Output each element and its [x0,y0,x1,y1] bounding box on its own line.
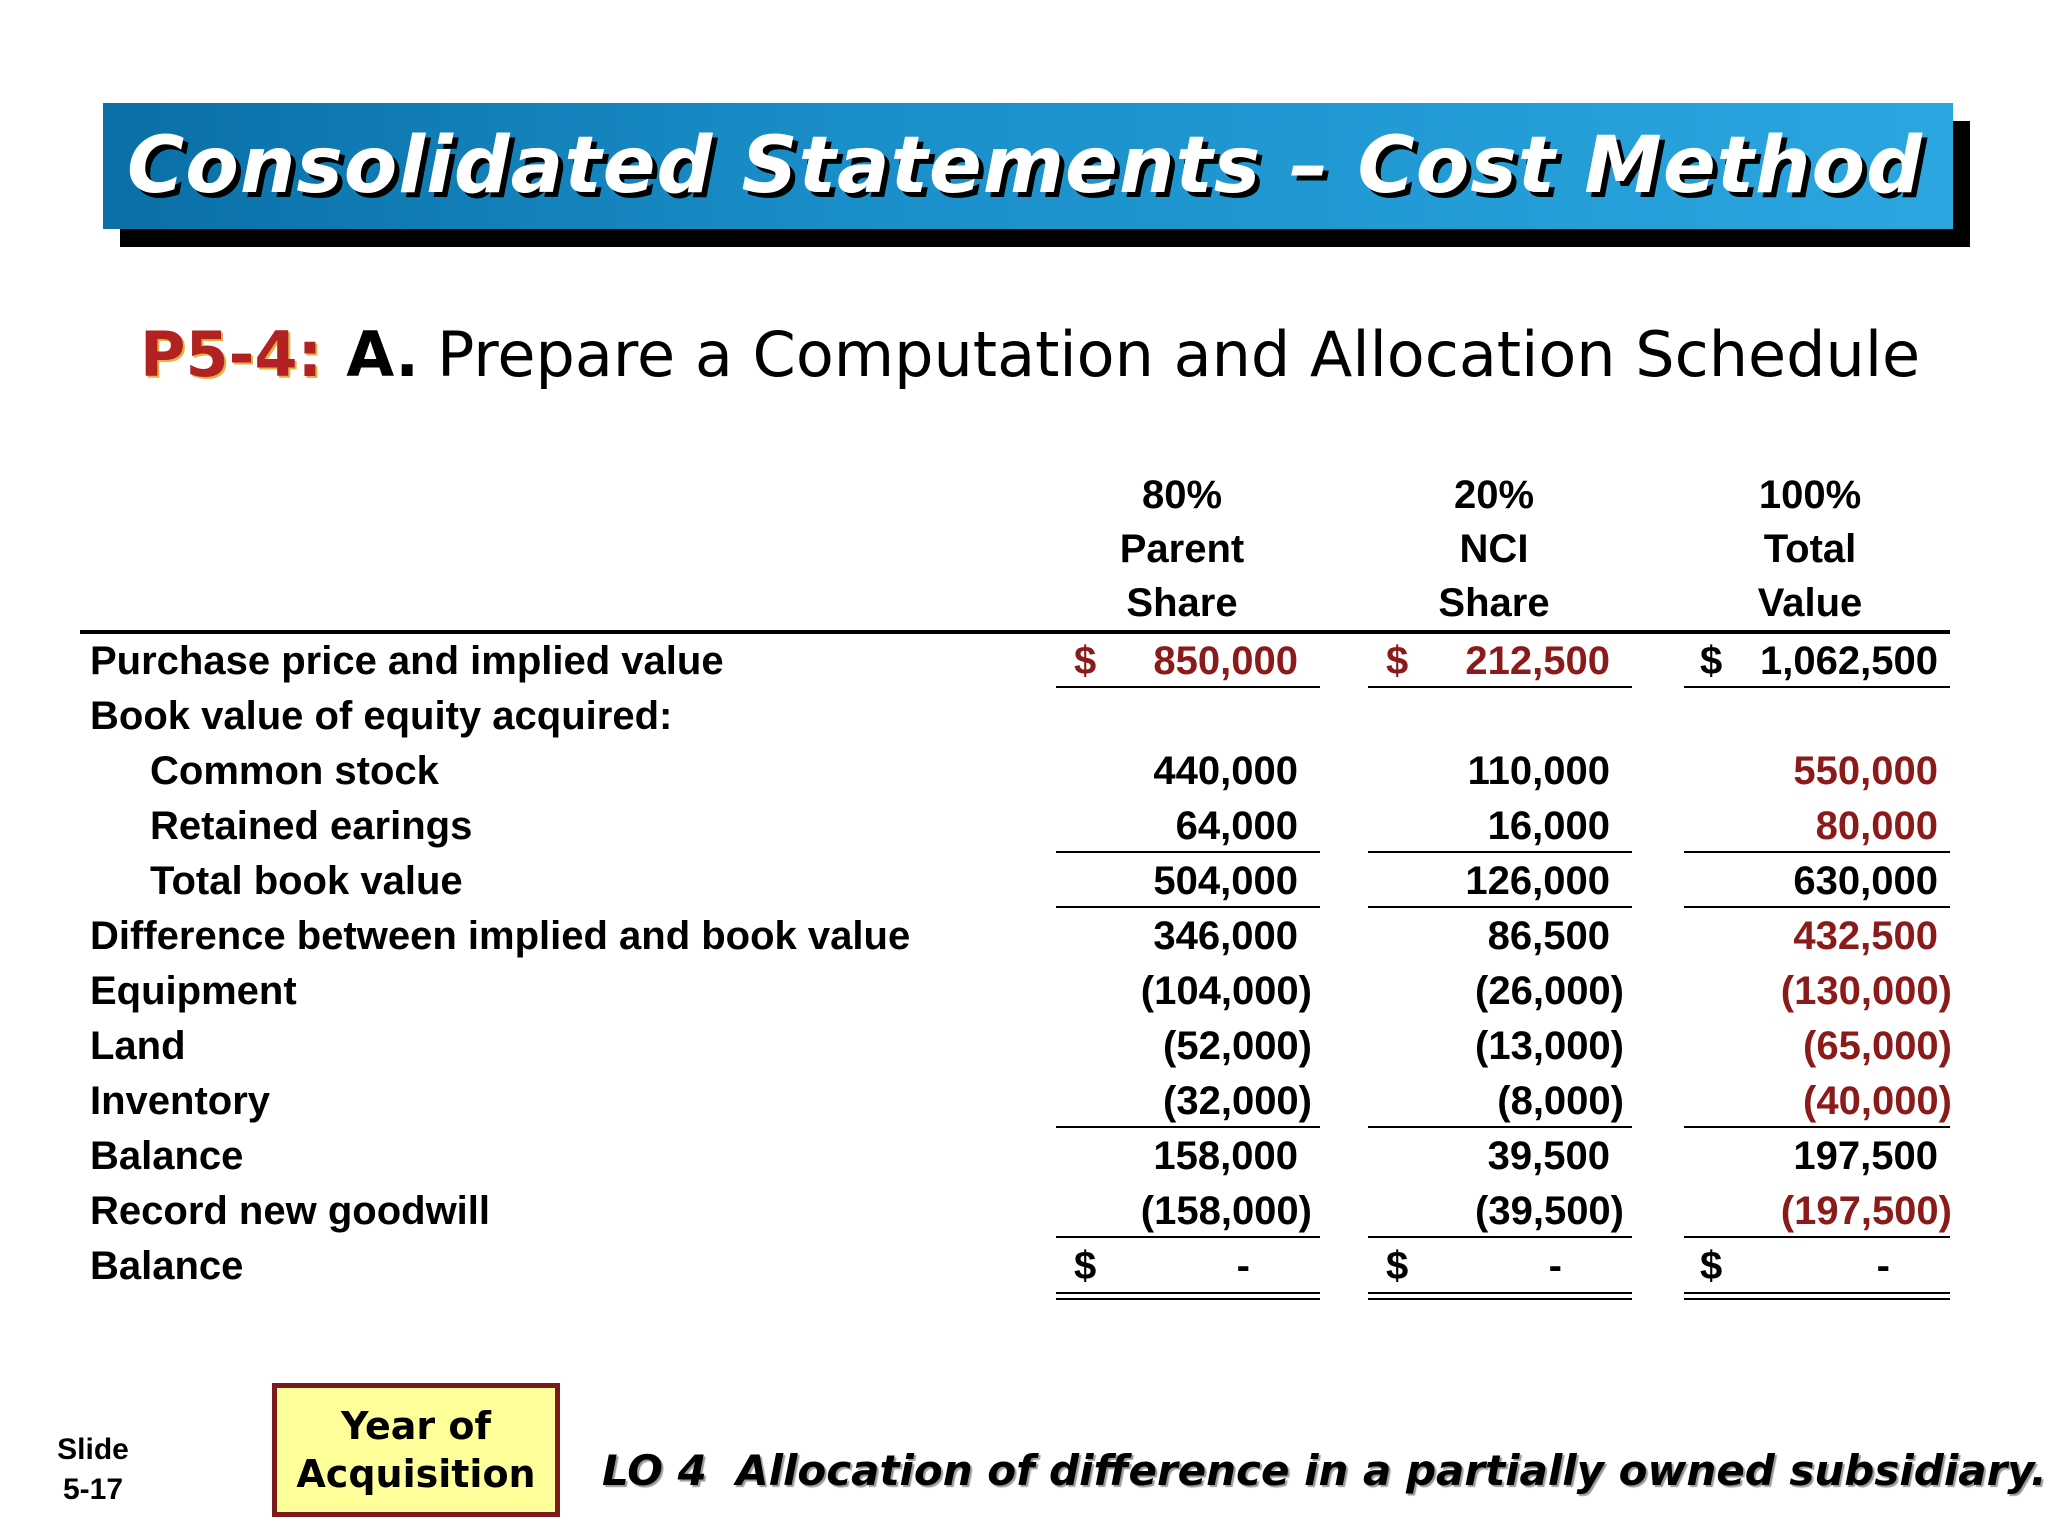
row-label: Total book value [150,859,463,903]
row-label: Common stock [150,749,439,793]
double-underline [1368,1292,1632,1294]
cell-underline [1056,851,1320,853]
cell-underline [1056,686,1320,688]
header-line: 20% [1453,473,1535,517]
cell-nci: 86,500 [1487,914,1610,958]
currency-symbol: $ [1700,639,1723,683]
column-header-parent [1052,468,1312,630]
currency-symbol: $ [1386,639,1409,683]
year-box-line: Acquisition [296,1452,536,1496]
cell-parent: 158,000 [1153,1134,1298,1178]
column-header-nci [1364,468,1624,630]
cell-parent: 64,000 [1175,804,1298,848]
cell-total: 197,500 [1793,1134,1938,1178]
cell-underline [1056,1236,1320,1238]
cell-underline [1368,851,1632,853]
cell-total: (40,000) [1803,1079,1952,1123]
double-underline [1684,1292,1950,1294]
header-line: Share [1438,581,1550,625]
cell-nci: (39,500) [1475,1189,1624,1233]
row-label: Land [90,1024,186,1068]
cell-total: 432,500 [1793,914,1938,958]
cell-total: 630,000 [1793,859,1938,903]
row-label: Balance [90,1134,244,1178]
learning-objective: LO 4 Allocation of difference in a partially owned subsidiary. [602,1446,2047,1495]
cell-parent: (158,000) [1140,1189,1312,1233]
header-line: Value [1757,581,1863,625]
cell-total: (65,000) [1803,1024,1952,1068]
slide-number-label: Slide [57,1433,129,1466]
problem-code: P5-4: [140,318,323,391]
row-label: Difference between implied and book value [90,914,911,958]
cell-nci: 126,000 [1465,859,1610,903]
cell-total: (197,500) [1780,1189,1952,1233]
row-label: Book value of equity acquired: [90,694,673,738]
header-line: NCI [1459,527,1529,571]
subtitle-text: Prepare a Computation and Allocation Schedule [436,318,1921,391]
row-label: Balance [90,1244,244,1288]
cell-underline [1368,686,1632,688]
cell-underline [1684,906,1950,908]
cell-underline [1684,686,1950,688]
slide-number [48,1430,138,1510]
cell-total: (130,000) [1780,969,1952,1013]
cell-parent: 346,000 [1153,914,1298,958]
year-of-acquisition-box [272,1383,560,1517]
cell-nci: (8,000) [1497,1079,1624,1123]
part-letter: A. [346,318,419,391]
cell-parent: (104,000) [1140,969,1312,1013]
cell-total: 80,000 [1815,804,1938,848]
row-label: Record new goodwill [90,1189,491,1233]
double-underline [1368,1298,1632,1300]
double-underline [1056,1292,1320,1294]
cell-nci: 110,000 [1467,749,1610,793]
cell-nci: 16,000 [1487,804,1610,848]
cell-underline [1056,1126,1320,1128]
row-label: Retained earings [150,804,473,848]
currency-symbol: $ [1074,1244,1097,1288]
cell-parent: (52,000) [1163,1024,1312,1068]
cell-parent: - [1236,1244,1250,1288]
cell-nci: 212,500 [1465,639,1610,683]
cell-nci: 39,500 [1487,1134,1610,1178]
currency-symbol: $ [1700,1244,1723,1288]
cell-total: 1,062,500 [1760,639,1938,683]
header-line: Share [1126,581,1238,625]
cell-nci: (13,000) [1475,1024,1624,1068]
year-box-line: Year of [340,1404,492,1448]
cell-parent: 850,000 [1153,639,1298,683]
cell-nci: (26,000) [1475,969,1624,1013]
cell-nci: - [1548,1244,1562,1288]
column-header-total [1680,468,1940,630]
cell-underline [1368,906,1632,908]
cell-parent: 504,000 [1153,859,1298,903]
cell-total: - [1876,1244,1890,1288]
row-label: Inventory [90,1079,271,1123]
cell-parent: (32,000) [1163,1079,1312,1123]
header-line: 100% [1758,473,1862,517]
currency-symbol: $ [1074,639,1097,683]
header-line: 80% [1141,473,1223,517]
cell-total: 550,000 [1793,749,1938,793]
cell-parent: 440,000 [1153,749,1298,793]
double-underline [1056,1298,1320,1300]
currency-symbol: $ [1386,1244,1409,1288]
cell-underline [1684,1126,1950,1128]
header-line: Total [1763,527,1857,571]
slide-title: Consolidated Statements – Cost Method [127,121,1923,211]
double-underline [1684,1298,1950,1300]
cell-underline [1368,1126,1632,1128]
row-label: Equipment [90,969,297,1013]
cell-underline [1684,1236,1950,1238]
cell-underline [1684,851,1950,853]
cell-underline [1368,1236,1632,1238]
row-label: Purchase price and implied value [90,639,724,683]
cell-underline [1056,906,1320,908]
slide-number-value: 5-17 [62,1473,124,1506]
header-line: Parent [1119,527,1245,571]
